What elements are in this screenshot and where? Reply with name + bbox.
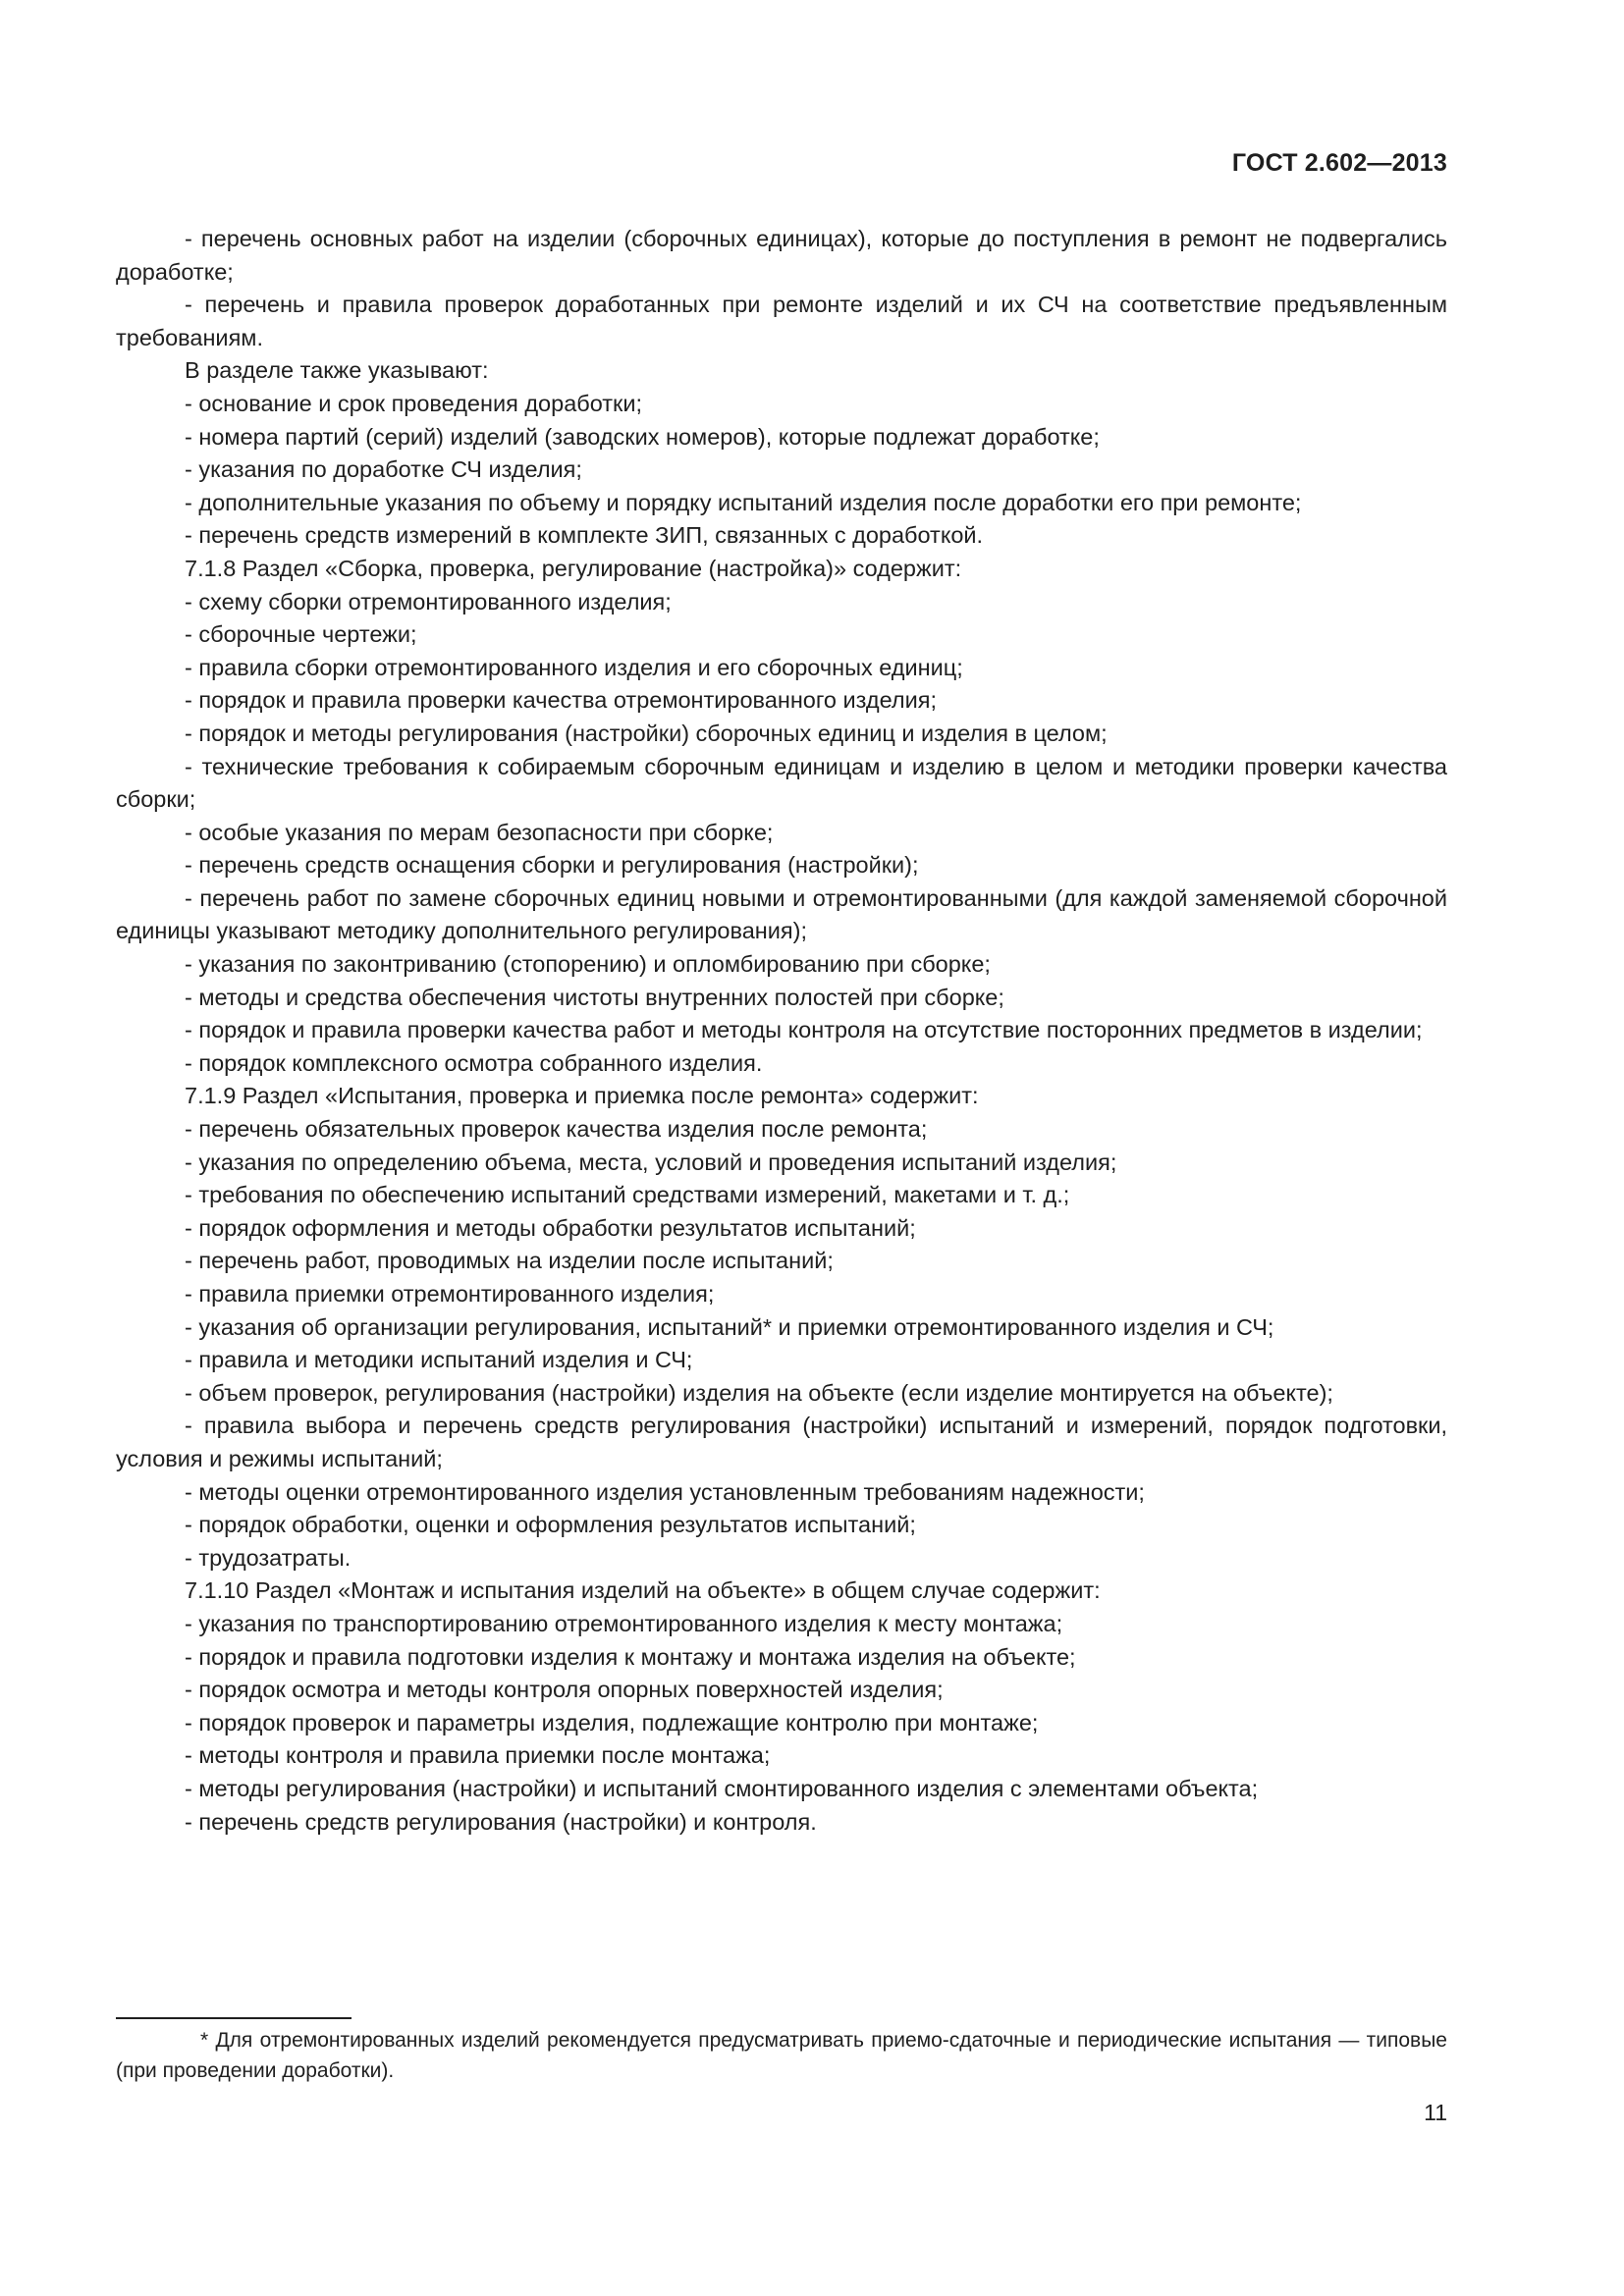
list-item: - порядок и правила подготовки изделия к монтажу и монтажа изделия на объекте; — [185, 1643, 1076, 1670]
list-item: - методы оценки отремонтированного изделия установленным требованиям надежности; — [185, 1478, 1145, 1505]
list-item: - указания по законтриванию (стопорению) и опломбированию при сборке; — [185, 951, 991, 978]
list-item: - номера партий (серий) изделий (заводских номеров), которые подлежат доработке; — [185, 423, 1100, 450]
list-item: - дополнительные указания по объему и порядку испытаний изделия после доработки его при ремонте; — [185, 489, 1302, 515]
list-item: - особые указания по мерам безопасности при сборке; — [185, 819, 774, 845]
list-item: - указания по доработке СЧ изделия; — [185, 456, 582, 483]
list-item: - правила приемки отремонтированного изделия; — [185, 1281, 715, 1307]
list-item: - порядок обработки, оценки и оформления результатов испытаний; — [185, 1512, 916, 1538]
list-item: - правила выбора и перечень средств регулирования (настройки) испытаний и измерений, порядок подготовки, условия и режимы испытаний; — [116, 1413, 1447, 1471]
clause-7-1-9: 7.1.9 Раздел «Испытания, проверка и приемка после ремонта» содержит: — [185, 1083, 979, 1109]
list-item: - объем проверок, регулирования (настройки) изделия на объекте (если изделие монтируется на объекте); — [185, 1379, 1333, 1406]
list-item: - методы контроля и правила приемки после монтажа; — [185, 1742, 771, 1769]
list-item: - методы регулирования (настройки) и испытаний смонтированного изделия с элементами объекта; — [185, 1775, 1259, 1801]
list-item: - указания по транспортированию отремонтированного изделия к месту монтажа; — [185, 1610, 1063, 1636]
clause-7-1-8: 7.1.8 Раздел «Сборка, проверка, регулирование (настройка)» содержит: — [185, 555, 962, 581]
footnote-divider — [116, 2017, 352, 2019]
list-item: - методы и средства обеспечения чистоты внутренних полостей при сборке; — [185, 984, 1004, 1010]
list-item: - перечень и правила проверок доработанных при ремонте изделий и их СЧ на соответствие предъявленным требованиям. — [116, 292, 1447, 350]
list-item: - перечень средств регулирования (настройки) и контроля. — [185, 1808, 817, 1835]
list-item: - порядок и методы регулирования (настройки) сборочных единиц и изделия в целом; — [185, 720, 1108, 746]
list-item: - технические требования к собираемым сборочным единицам и изделию в целом и методики проверки качества сборки; — [116, 753, 1447, 813]
list-item: - трудозатраты. — [185, 1544, 352, 1571]
list-item: - порядок осмотра и методы контроля опорных поверхностей изделия; — [185, 1677, 944, 1703]
section-intro: В разделе также указывают: — [185, 357, 489, 384]
list-item: - правила и методики испытаний изделия и СЧ; — [185, 1347, 693, 1373]
list-item: - указания об организации регулирования, испытаний* и приемки отремонтированного изделия и СЧ; — [185, 1313, 1274, 1340]
clause-7-1-10: 7.1.10 Раздел «Монтаж и испытания изделий на объекте» в общем случае содержит: — [185, 1577, 1101, 1604]
list-item: - порядок проверок и параметры изделия, подлежащие контролю при монтаже; — [185, 1709, 1039, 1735]
list-item: - схему сборки отремонтированного изделия; — [185, 588, 672, 614]
list-item: - порядок оформления и методы обработки результатов испытаний; — [185, 1214, 916, 1241]
list-item: - перечень средств оснащения сборки и регулирования (настройки); — [185, 852, 919, 879]
list-item: - основание и срок проведения доработки; — [185, 390, 642, 416]
list-item: - указания по определению объема, места, условий и проведения испытаний изделия; — [185, 1148, 1117, 1175]
list-item: - перечень средств измерений в комплекте ЗИП, связанных с доработкой. — [185, 522, 984, 549]
body-text — [116, 223, 1447, 1839]
list-item: - сборочные чертежи; — [185, 621, 417, 648]
standard-designation: ГОСТ 2.602—2013 — [1231, 149, 1447, 177]
list-item: - порядок и правила проверки качества работ и методы контроля на отсутствие посторонних предметов в изделии; — [185, 1017, 1423, 1043]
list-item: - перечень основных работ на изделии (сборочных единицах), которые до поступления в ремонт не подвергались доработке; — [116, 226, 1447, 285]
footnote: * Для отремонтированных изделий рекомендуется предусматривать приемо-сдаточные и периодические испытания — типовые (при проведении доработки). — [116, 2029, 1447, 2082]
list-item: - правила сборки отремонтированного изделия и его сборочных единиц; — [185, 654, 963, 680]
list-item: - перечень работ по замене сборочных единиц новыми и отремонтированными (для каждой заменяемой сборочной единицы указывают методику дополнительного регулирования); — [116, 884, 1447, 944]
page-number: 11 — [1424, 2100, 1447, 2125]
list-item: - требования по обеспечению испытаний средствами измерений, макетами и т. д.; — [185, 1182, 1070, 1208]
list-item: - порядок комплексного осмотра собранного изделия. — [185, 1049, 763, 1076]
list-item: - перечень обязательных проверок качества изделия после ремонта; — [185, 1116, 928, 1143]
list-item: - порядок и правила проверки качества отремонтированного изделия; — [185, 687, 938, 714]
list-item: - перечень работ, проводимых на изделии после испытаний; — [185, 1248, 834, 1274]
